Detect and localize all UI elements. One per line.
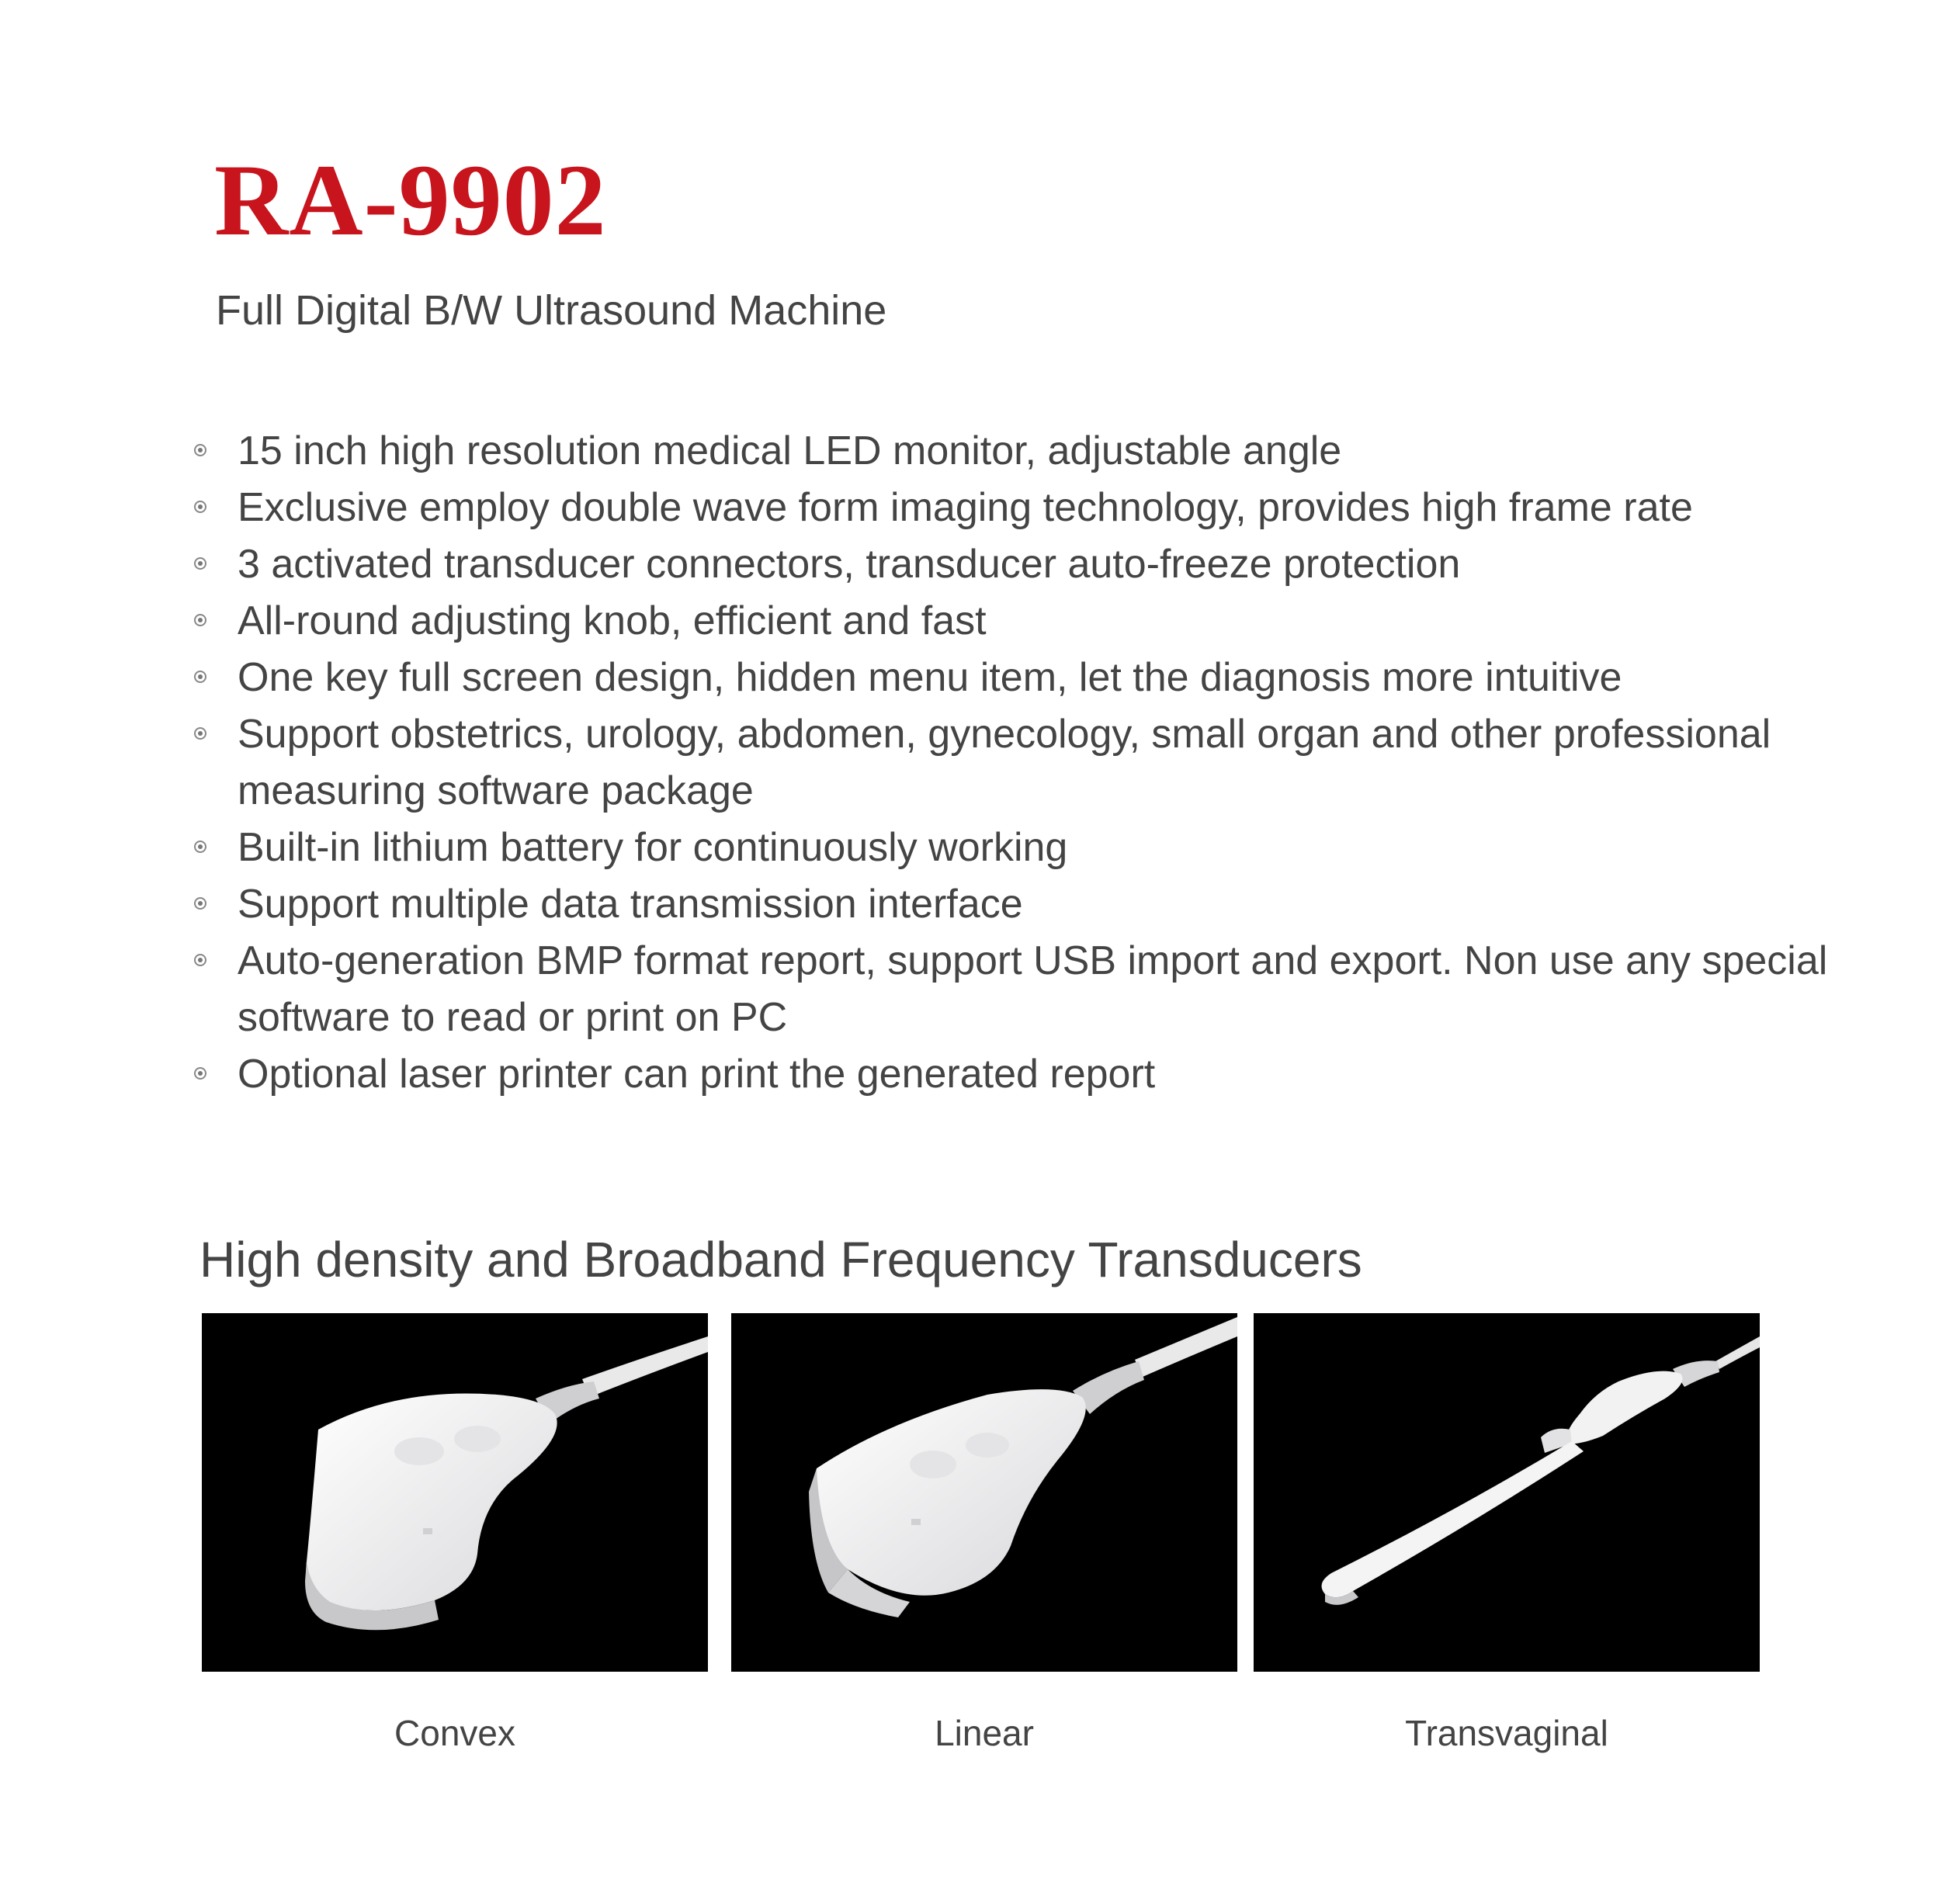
bullet-icon bbox=[194, 897, 206, 910]
bullet-icon bbox=[194, 501, 206, 513]
probe-card-transvaginal bbox=[1254, 1313, 1760, 1755]
feature-list bbox=[194, 423, 1863, 1103]
probe-label-transvaginal: Transvaginal bbox=[1405, 1713, 1608, 1753]
feature-item: 3 activated transducer connectors, transducer auto-freeze protection bbox=[194, 536, 1863, 593]
feature-item: Exclusive employ double wave form imaging technology, provides high frame rate bbox=[194, 480, 1863, 536]
feature-item: All-round adjusting knob, efficient and fast bbox=[194, 593, 1863, 650]
bullet-icon bbox=[194, 614, 206, 626]
bullet-icon bbox=[194, 841, 206, 853]
feature-item: One key full screen design, hidden menu item, let the diagnosis more intuitive bbox=[194, 650, 1863, 706]
bullet-icon bbox=[194, 557, 206, 570]
feature-item: 15 inch high resolution medical LED monitor, adjustable angle bbox=[194, 423, 1863, 480]
linear-probe-image bbox=[731, 1313, 1237, 1672]
bullet-icon bbox=[194, 1067, 206, 1080]
probe-label-linear: Linear bbox=[935, 1713, 1034, 1753]
feature-item: Optional laser printer can print the generated report bbox=[194, 1046, 1863, 1103]
bullet-icon bbox=[194, 444, 206, 456]
bullet-icon bbox=[194, 671, 206, 683]
bullet-icon bbox=[194, 727, 206, 740]
convex-probe-image bbox=[202, 1313, 708, 1672]
transvaginal-probe-image bbox=[1254, 1313, 1760, 1672]
model-subtitle: Full Digital B/W Ultrasound Machine bbox=[216, 287, 887, 334]
feature-item: Auto-generation BMP format report, support USB import and export. Non use any special software to read or print on PC bbox=[194, 933, 1863, 1046]
bullet-icon bbox=[194, 954, 206, 966]
probe-card-convex bbox=[202, 1313, 708, 1755]
transducers-heading: High density and Broadband Frequency Transducers bbox=[199, 1232, 1362, 1288]
model-title: RA-9902 bbox=[214, 143, 607, 257]
feature-item: Support multiple data transmission interface bbox=[194, 876, 1863, 933]
feature-item: Support obstetrics, urology, abdomen, gynecology, small organ and other professional measuring software package bbox=[194, 706, 1863, 820]
probe-card-linear bbox=[731, 1313, 1237, 1755]
feature-item: Built-in lithium battery for continuously working bbox=[194, 820, 1863, 876]
probe-label-convex: Convex bbox=[394, 1713, 515, 1753]
